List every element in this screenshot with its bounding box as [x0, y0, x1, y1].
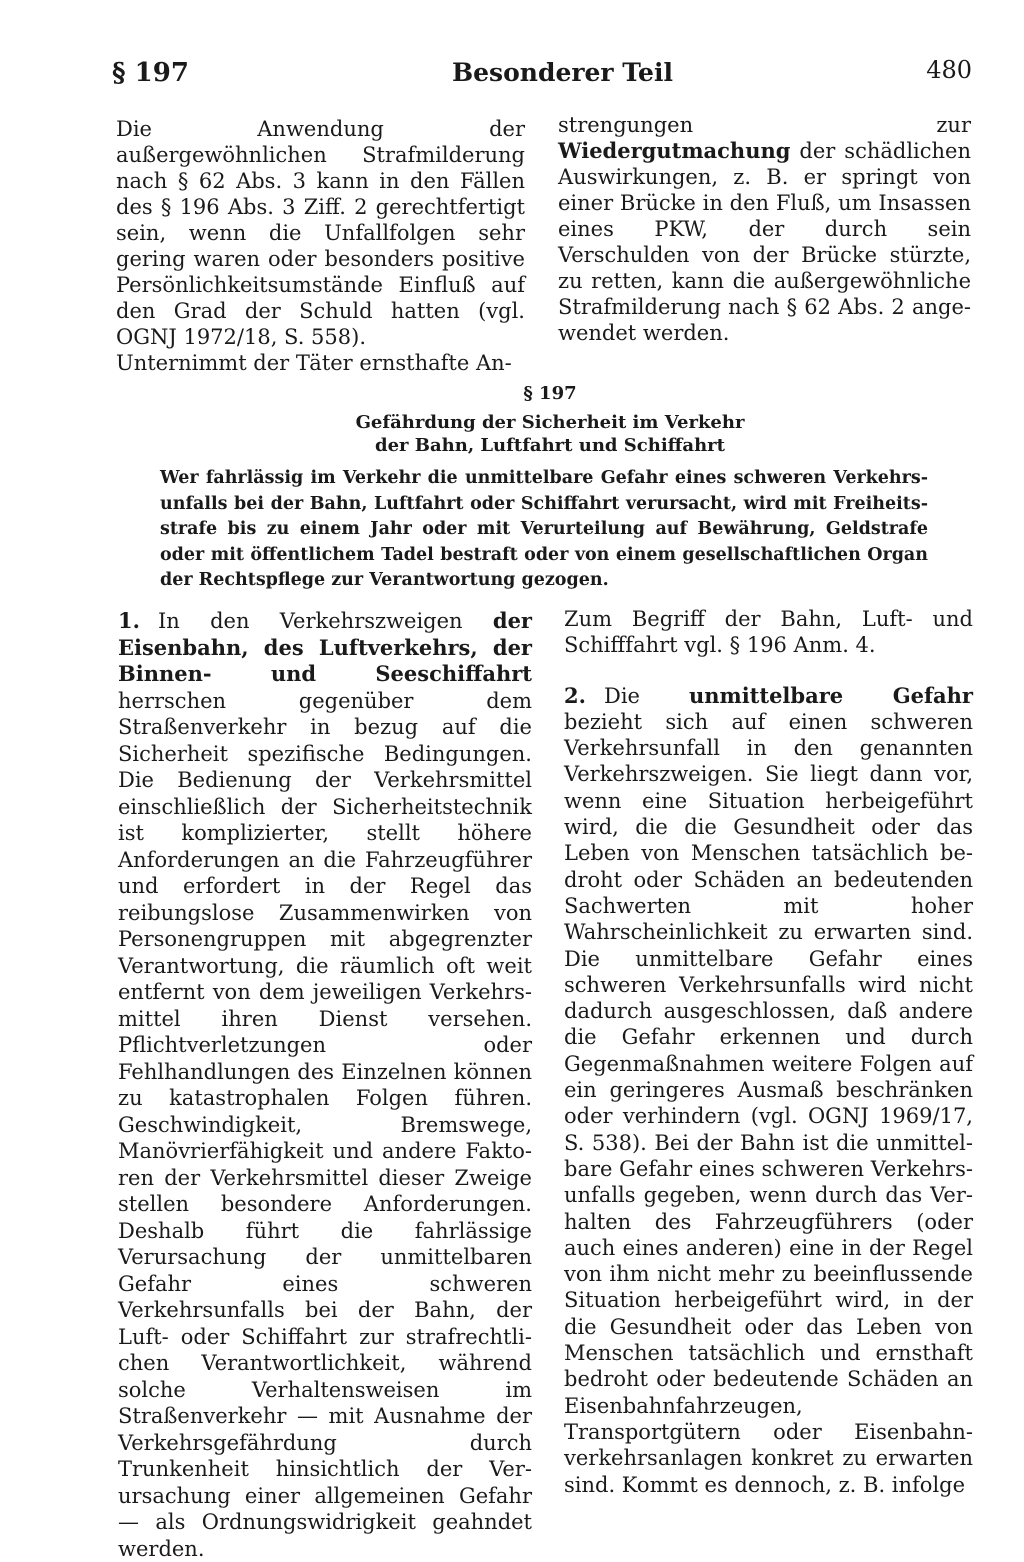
section-title-line2: der Bahn, Luftfahrt und Schiffahrt [375, 435, 725, 456]
annotation-reference: Zum Begriff der Bahn, Luft- und Schifffahrt vgl. § 196 Anm. 4. [564, 607, 973, 658]
top-right-paragraph: strengungen zur Wiedergutmachung der schädlichen Auswirkungen, z. B. er springt von einer Brücke in den Fluß, um Insassen eines PKW, der durch sein Verschulden von der Brücke stürzte, zu retten, kann die außergewöhnliche Strafmilderung nach § 62 Abs. 2 angewendet werden. [558, 113, 971, 345]
statute-text: Wer fahrlässig im Verkehr die unmittelbare Gefahr eines schweren Verkehrsunfalls bei der Bahn, Luftfahrt oder Schiffahrt verursacht, wird mit Freiheitsstrafe bis zu einem Jahr oder mit Verurteilung auf Bewährung, Geldstrafe oder mit öffentlichem Tadel bestraft oder von einem gesellschaftlichen Organ der Rechtspflege zur Verantwortung gezogen. [160, 468, 928, 591]
annotation-2-number: 2. [564, 682, 586, 708]
annotation-2: 2. Die unmittelbare Gefahr bezieht sich auf einen schweren Verkehrsunfall in den genannten Verkehrszweigen. Sie liegt dann vor, wenn eine Situation herbeigeführt wird, die die Gesundheit oder das Leben von Menschen tatsächlich bedroht oder Schäden an bedeutenden Sachwerten mit hoher Wahrscheinlichkeit zu erwarten sind. Die unmittelbare Gefahr eines schweren Verkehrsunfalls wird nicht dadurch ausgeschlossen, daß andere die Gefahr erkennen und durch Gegenmaßnahmen weitere Folgen auf ein geringeres Ausmaß beschränken oder verhindern (vgl. OGNJ 1969/17, S. 538). Bei der Bahn ist die unmittelbare Gefahr eines schweren Verkehrsunfalls gegeben, wenn durch das Verhalten des Fahrzeugführers (oder auch eines anderen) eine in der Regel von ihm nicht mehr zu beeinflussende Situation herbeigeführt wird, in der die Gesundheit oder das Leben von Menschen tatsächlich und ernsthaft bedroht oder bedeutende Schäden an Eisenbahnfahrzeugen, Transportgütern oder Eisenbahnverkehrsanlagen konkret zu erwarten sind. Kommt es dennoch, z. B. infolge [564, 682, 973, 1497]
top-left-column [116, 116, 525, 376]
top-left-continuation: Unternimmt der Täter ernsthafte An- [116, 351, 512, 375]
section-title-line1: Gefährdung der Sicherheit im Verkehr [355, 412, 745, 433]
annotation-1-emphasis: der Eisenbahn, des Luftverkehrs, der Binnen- und Seeschiffahrt [118, 608, 532, 686]
section-heading [290, 382, 810, 457]
annotation-1: 1. In den Verkehrszweigen der Eisenbahn, des Luftverkehrs, der Binnen- und Seeschiffahrt herrschen gegenüber dem Straßenverkehr in bezug auf die Sicherheit spezifische Bedingungen. Die Bedienung der Verkehrsmittel einschließlich der Sicherheitstechnik ist komplizierter, stellt höhere Anforderungen an die Fahrzeugführer und erfordert in der Regel das reibungslose Zusammenwirken von Personengruppen mit abgegrenzter Verantwortung, die räumlich oft weit entfernt von dem jeweiligen Verkehrsmittel ihren Dienst versehen. Pflichtverletzungen oder Fehlhandlungen des Einzelnen können zu katastrophalen Folgen führen. Geschwindigkeit, Bremswege, Manövrierfähigkeit und andere Faktoren der Verkehrsmittel dieser Zweige stellen besondere Anforderungen. Deshalb führt die fahrlässige Verursachung der unmittelbaren Gefahr eines schweren Verkehrsunfalls bei der Bahn, der Luft- oder Schiffahrt zur strafrechtlichen Verantwortlichkeit, während solche Verhaltensweisen im Straßenverkehr — mit Ausnahme der Verkehrsgefährdung durch Trunkenheit hinsichtlich der Verursachung einer allgemeinen Gefahr — als Ordnungswidrigkeit geahndet werden. [118, 608, 532, 1561]
annotation-1-number: 1. [118, 608, 140, 633]
page-header [112, 58, 972, 98]
top-right-column [558, 112, 971, 346]
header-section: § 197 [112, 58, 189, 88]
annotation-2-emphasis: unmittelbare Gefahr [688, 682, 973, 708]
annotation-left-column [118, 608, 532, 1562]
page-number: 480 [926, 56, 972, 84]
emphasis-wiedergutmachung: Wiedergutmachung [558, 138, 791, 163]
section-number: § 197 [523, 383, 577, 404]
annotation-right-column [564, 606, 973, 1498]
top-left-paragraph: Die Anwendung der außergewöhnlichen Strafmilderung nach § 62 Abs. 3 kann in den Fällen des § 196 Abs. 3 Ziff. 2 gerechtfertigt sein, wenn die Unfallfolgen sehr gering waren oder besonders positive Persönlichkeitsumstände Einfluß auf den Grad der Schuld hatten (vgl. OGNJ 1972/18, S. 558). [116, 117, 525, 349]
header-part: Besonderer Teil [452, 58, 673, 87]
